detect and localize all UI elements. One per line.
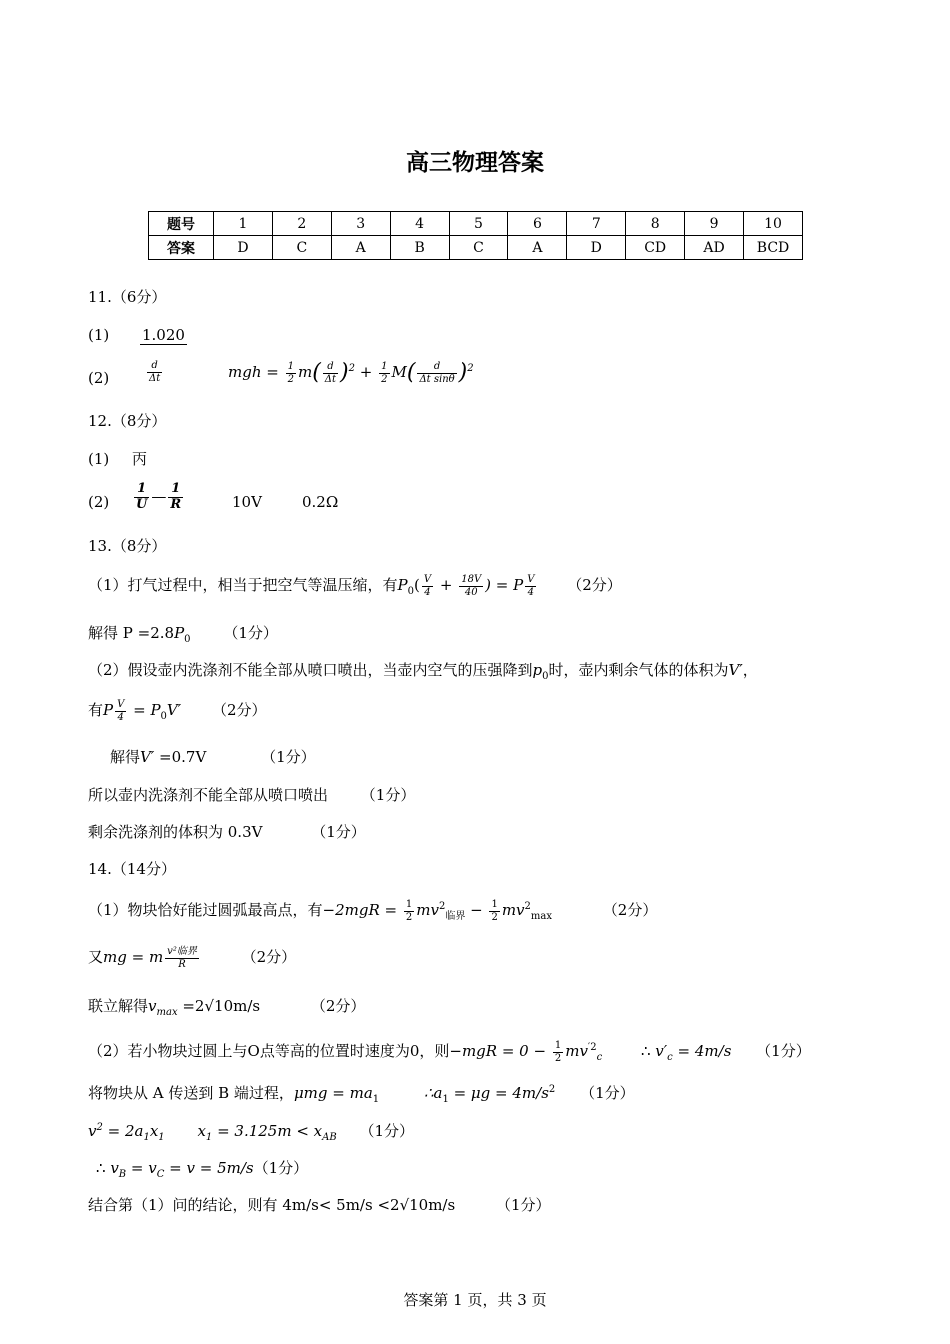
q12-part1-value: 丙 <box>132 450 148 468</box>
q14-line8 <box>88 1196 551 1214</box>
text: 有 <box>88 701 104 719</box>
q12-part2-label: (2) <box>88 493 110 511</box>
eq-part: max <box>156 1007 178 1018</box>
eq-part: 2 <box>438 901 446 912</box>
eq-part: v′ <box>655 1042 668 1060</box>
text: （2）若小物块过圆上与O点等高的位置时速度为0，则 <box>88 1042 450 1060</box>
eq-part: μmg = ma <box>293 1084 373 1102</box>
table-cell: BCD <box>744 236 803 260</box>
table-cell: D <box>567 236 626 260</box>
eq-part: 1 <box>491 899 498 910</box>
q11-frac-den: Δt <box>149 372 161 384</box>
text: 解得 P =2.8 <box>88 624 175 642</box>
eq-part: ′2 <box>587 1042 597 1053</box>
eq-part: 2 <box>548 1084 556 1095</box>
eq-part: v <box>148 997 157 1015</box>
eq-part: 1 <box>405 899 413 910</box>
q12-value-emf: 10V <box>232 493 262 511</box>
eq-part: c <box>596 1052 603 1063</box>
score: （1分） <box>495 1196 551 1214</box>
eq-part: V′ <box>140 748 155 766</box>
eq-part: C <box>156 1169 165 1180</box>
q13-line5 <box>110 748 316 766</box>
frac-den: U <box>136 496 148 512</box>
table-row-answers <box>149 236 803 260</box>
eq-part: = P <box>128 701 161 719</box>
q14-line1 <box>88 899 657 923</box>
score: （1分） <box>756 1042 811 1060</box>
score: （2分） <box>310 997 366 1015</box>
q11-part2-label: (2) <box>88 369 110 387</box>
eq-part: x <box>197 1122 206 1140</box>
eq-part: R <box>178 958 186 970</box>
eq-part: − <box>465 901 488 919</box>
separator: — <box>151 487 167 506</box>
table-cell: 8 <box>626 212 685 236</box>
eq-part: 40 <box>464 586 478 598</box>
therefore: ∴ <box>640 1042 656 1060</box>
q11-part2-fraction <box>145 360 164 384</box>
q14-line7 <box>96 1159 308 1181</box>
q14-heading: 14.（14分） <box>88 860 176 878</box>
eq-part: −2mgR = <box>322 901 402 919</box>
eq-part: 1 <box>287 361 294 373</box>
eq-part: c <box>667 1052 673 1063</box>
score: （2分） <box>602 901 658 919</box>
eq-part: V <box>423 574 432 585</box>
eq-part: 1 <box>381 361 388 373</box>
q13-line4 <box>88 699 267 723</box>
eq-part: V′ <box>728 661 743 679</box>
eq-part: = 2a <box>102 1122 144 1140</box>
q12-part1-label: (1) <box>88 450 110 468</box>
frac-den: R <box>170 496 182 512</box>
text: （2）假设壶内洗涤剂不能全部从喷口喷出，当壶内空气的压强降到 <box>88 661 533 679</box>
eq-part: 2 <box>491 911 498 923</box>
frac-num: 1 <box>134 482 149 498</box>
eq-part: 1 <box>205 1132 213 1143</box>
eq-part: = 3.125m < x <box>212 1122 323 1140</box>
q13-line1 <box>88 574 622 598</box>
eq-part: P <box>174 624 185 642</box>
q14-line3 <box>88 997 365 1019</box>
eq-part: 2 <box>405 911 413 923</box>
eq-part: 2 <box>524 901 531 912</box>
eq-part: V′ <box>166 701 182 719</box>
eq-part: 1 <box>143 1132 150 1143</box>
eq-part: d <box>323 361 338 374</box>
eq-part: mv <box>501 901 525 919</box>
table-cell: 2 <box>272 212 331 236</box>
q13-line6 <box>88 786 415 804</box>
text: 联立解得 <box>88 997 149 1015</box>
eq-part: −mgR = 0 − <box>449 1042 551 1060</box>
eq-part: m <box>297 363 313 382</box>
text: （1）打气过程中，相当于把空气等温压缩，有 <box>88 576 398 594</box>
table-header-number: 题号 <box>149 212 214 236</box>
q12-part2-fractions <box>132 482 185 513</box>
eq-part: 2 <box>381 373 388 385</box>
score: （2分） <box>567 576 622 594</box>
eq-part: =2√10m/s <box>177 997 261 1015</box>
therefore: ∴ <box>96 1159 111 1177</box>
table-cell: D <box>214 236 273 260</box>
q13-line2 <box>88 624 278 646</box>
eq-part: M <box>391 363 407 382</box>
table-cell: 10 <box>744 212 803 236</box>
score: （1分） <box>360 786 416 804</box>
q12-heading: 12.（8分） <box>88 412 167 430</box>
eq-part: 2 <box>287 373 294 385</box>
q14-line5 <box>88 1084 635 1106</box>
eq-part: 4 <box>424 586 431 598</box>
score: （1分） <box>253 1159 309 1177</box>
text: 结合第（1）问的结论，则有 4m/s< 5m/s <2√10m/s <box>88 1196 456 1214</box>
page-title: 高三物理答案 <box>406 150 544 176</box>
q14-line6 <box>88 1122 414 1144</box>
eq-part: 1 <box>372 1094 380 1105</box>
eq-part: 2 <box>554 1052 562 1064</box>
eq-part: v <box>110 1159 119 1177</box>
eq-part: 0 <box>407 586 415 597</box>
eq-part: 0 <box>160 711 167 722</box>
eq-part: + <box>435 576 458 594</box>
table-cell: A <box>331 236 390 260</box>
q11-part1-label: (1) <box>88 326 110 344</box>
eq-part: 1 <box>158 1132 165 1143</box>
page-footer: 答案第 1 页，共 3 页 <box>403 1291 547 1309</box>
eq-part: 1 <box>554 1040 562 1051</box>
score: （1分） <box>261 748 316 766</box>
eq-part: ( <box>414 576 420 594</box>
text: 所以壶内洗涤剂不能全部从喷口喷出 <box>88 786 329 804</box>
eq-part: 0 <box>184 634 191 645</box>
score: （2分） <box>241 948 297 966</box>
eq-part: Δt sinθ <box>419 373 455 385</box>
eq-part: = μg = 4m/s <box>448 1084 549 1102</box>
eq-part: AB <box>322 1132 337 1143</box>
score: （1分） <box>311 823 366 841</box>
eq-part: max <box>530 911 552 922</box>
answer-table <box>148 211 803 260</box>
eq-part: 18V <box>461 574 482 585</box>
eq-part: + <box>355 363 378 382</box>
eq-part: mgh = <box>228 363 284 382</box>
table-cell: 7 <box>567 212 626 236</box>
eq-part: P <box>397 576 408 594</box>
score: （1分） <box>580 1084 635 1102</box>
eq-part: p <box>532 661 543 679</box>
text: 剩余洗涤剂的体积为 0.3V <box>88 823 263 841</box>
text: ， <box>742 661 758 679</box>
table-cell: 1 <box>214 212 273 236</box>
eq-part: P <box>103 701 114 719</box>
eq-part: 4 <box>527 586 535 598</box>
q12-value-resistance: 0.2Ω <box>302 493 339 511</box>
q11-heading: 11.（6分） <box>88 288 167 306</box>
text: 又 <box>88 948 104 966</box>
eq-part: mg = m <box>103 948 164 966</box>
q11-part1-answer <box>140 326 187 344</box>
eq-part: V <box>117 699 125 710</box>
q13-line7 <box>88 823 366 841</box>
eq-part: ) = P <box>485 576 524 594</box>
q14-line4 <box>88 1040 811 1064</box>
eq-part: ∴a <box>423 1084 443 1102</box>
table-cell: 5 <box>449 212 508 236</box>
eq-part: = 4m/s <box>672 1042 732 1060</box>
text: 解得 <box>110 748 141 766</box>
text: 时，壶内剩余气体的体积为 <box>548 661 729 679</box>
eq-part: 0 <box>542 671 549 682</box>
eq-part: mv <box>416 901 439 919</box>
q11-equation: mgh = $\frac{1}{2}$ m( $\frac{d}{\Delta t}$ )$^2$ + $\frac{1}{2}$ M( $\frac{d}{\text{Δt sinθ}}$ )$^2$ <box>228 360 474 385</box>
eq-part: mv <box>565 1042 588 1060</box>
text: （1）物块恰好能过圆弧最高点，有 <box>88 901 323 919</box>
score: （1分） <box>223 624 278 642</box>
eq-part: d <box>417 361 456 374</box>
eq-part: = v = 5m/s <box>164 1159 254 1177</box>
table-cell: C <box>272 236 331 260</box>
eq-part: = v <box>126 1159 157 1177</box>
table-header-answer: 答案 <box>149 236 214 260</box>
q13-line3 <box>88 661 758 683</box>
q14-line2 <box>88 946 296 970</box>
text: 将物块从 A 传送到 B 端过程， <box>88 1084 294 1102</box>
table-cell: C <box>449 236 508 260</box>
score: （1分） <box>359 1122 415 1140</box>
eq-part: Δt <box>324 373 337 385</box>
score: （2分） <box>211 701 267 719</box>
table-cell: 3 <box>331 212 390 236</box>
eq-part: 1 <box>442 1094 449 1105</box>
table-cell: CD <box>626 236 685 260</box>
eq-part: 临界 <box>445 911 466 922</box>
frac-num: 1 <box>168 482 183 498</box>
eq-part: V <box>527 574 535 585</box>
q13-heading: 13.（8分） <box>88 537 167 555</box>
table-cell: B <box>390 236 449 260</box>
table-cell: 4 <box>390 212 449 236</box>
q11-frac-num: d <box>147 360 162 373</box>
eq-part: B <box>118 1169 127 1180</box>
table-cell: 6 <box>508 212 567 236</box>
table-cell: 9 <box>685 212 744 236</box>
table-row-numbers <box>149 212 803 236</box>
eq-part: 2 <box>96 1122 103 1133</box>
eq-part: v <box>88 1122 97 1140</box>
eq-part: v²临界 <box>167 946 197 957</box>
eq-part: 4 <box>117 711 124 723</box>
table-cell: A <box>508 236 567 260</box>
eq-part: x <box>149 1122 159 1140</box>
q11-part1-value: 1.020 <box>142 326 185 344</box>
eq-part: =0.7V <box>154 748 207 766</box>
table-cell: AD <box>685 236 744 260</box>
